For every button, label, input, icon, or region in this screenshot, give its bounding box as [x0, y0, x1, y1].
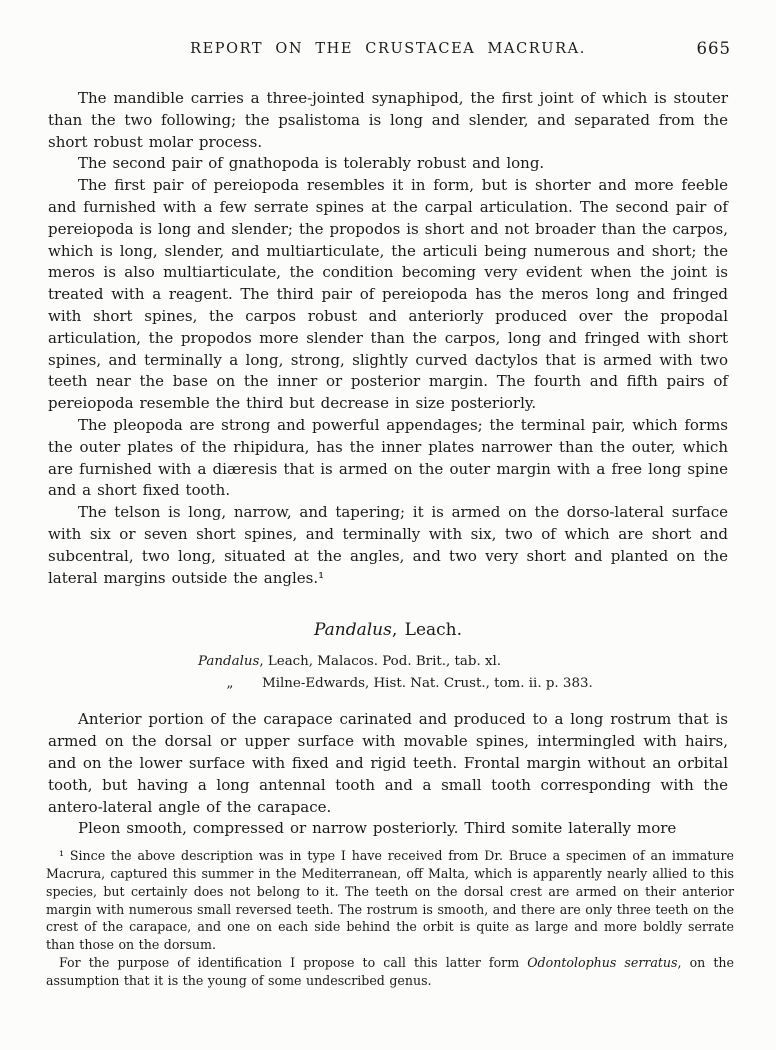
paragraph-pereiopoda: The first pair of pereiopoda resembles it in form, but is shorter and more feeble and furnished with a few serrate spines at the carpal articulation. The second pair of pereiopoda is long and slender; the propodos is short and not broader than the carpos, which is long, slender, and multiarticulate, the articuli being numerous and short; the meros is also multiarticulate, the condition becoming very evident when the joint is treated with a reagent. The third pair of pereiopoda has the meros long and fringed with short spines, the carpos robust and anteriorly produced over the propodal articulation, the propodos more slender than the carpos, long and fringed with short spines, and terminally a long, strong, slightly curved dactylos that is armed with two teeth near the base on the inner or posterior margin. The fourth and fifth pairs of pereiopoda resemble the third but decrease in size posteriorly.	[48, 176, 728, 413]
footnote-addendum-post: , on the assumption that it is the young of some undescribed genus.	[46, 954, 734, 988]
citation-reference: , Leach, Malacos. Pod. Brit., tab. xl.	[259, 654, 502, 670]
paragraph-carapace: Anterior portion of the carapace carinated and produced to a long rostrum that is armed on the dorsal or upper surface with movable spines, intermingled with hairs, and on the lower surface with fixed and rigid teeth. Frontal margin without an orbital tooth, but having a long antennal tooth and a small tooth corresponding with the antero-lateral angle of the carapace.	[48, 710, 728, 816]
page-header	[0, 0, 776, 63]
footnote-addendum-pre: For the purpose of identification I propose to call this latter form	[59, 954, 528, 970]
citation-row	[198, 651, 728, 673]
citation-ditto-mark: „	[226, 675, 234, 691]
paragraph-pleopoda: The pleopoda are strong and powerful appendages; the terminal pair, which forms the outer plates of the rhipidura, has the inner plates narrower than the outer, which are furnished with a diæresis that is armed on the outer margin with a free long spine and a short fixed tooth.	[48, 415, 728, 500]
genus-name: Pandalus	[313, 620, 392, 641]
species-name-italic: Odontolophus serratus	[527, 954, 678, 970]
species-heading	[48, 620, 728, 640]
main-text	[48, 88, 728, 840]
page-number: 665	[696, 39, 731, 58]
footnote-text: ¹ Since the above description was in type I have received from Dr. Bruce a specimen of an immature Macrura, captured this summer in the Mediterranean, off Malta, which is apparently nearly allied to this species, but certainly does not belong to it. The teeth on the dorsal crest are armed on their anterior margin with numerous small reversed teeth. The rostrum is smooth, and there are only three teeth on the crest of the carapace, and one on each side behind the orbit is quite as large and more boldly serrate than those on the dorsum.	[46, 848, 734, 953]
heading-author: , Leach.	[391, 620, 463, 641]
running-title: REPORT ON THE CRUSTACEA MACRURA.	[190, 41, 586, 57]
citation-list	[198, 651, 728, 694]
citation-genus: Pandalus	[198, 654, 260, 670]
footnote-addendum	[46, 954, 734, 990]
paragraph-telson: The telson is long, narrow, and tapering; it is armed on the dorso-lateral surface with six or seven short spines, and terminally with six, two of which are short and subcentral, two long, situated at the angles, and two very short and planted on the lateral margins outside the angles.¹	[48, 503, 728, 587]
paragraph-mandible: The mandible carries a three-jointed synaphipod, the first joint of which is stouter than the two following; the psalistoma is long and slender, and separated from the short robust molar process.	[48, 89, 728, 151]
citation-reference: Milne-Edwards, Hist. Nat. Crust., tom. ii. p. 383.	[262, 675, 593, 691]
citation-row	[198, 673, 728, 695]
footnote	[46, 847, 734, 989]
paragraph-pleon: Pleon smooth, compressed or narrow posteriorly. Third somite laterally more	[78, 819, 677, 838]
paragraph-gnathopoda: The second pair of gnathopoda is tolerably robust and long.	[78, 154, 545, 173]
